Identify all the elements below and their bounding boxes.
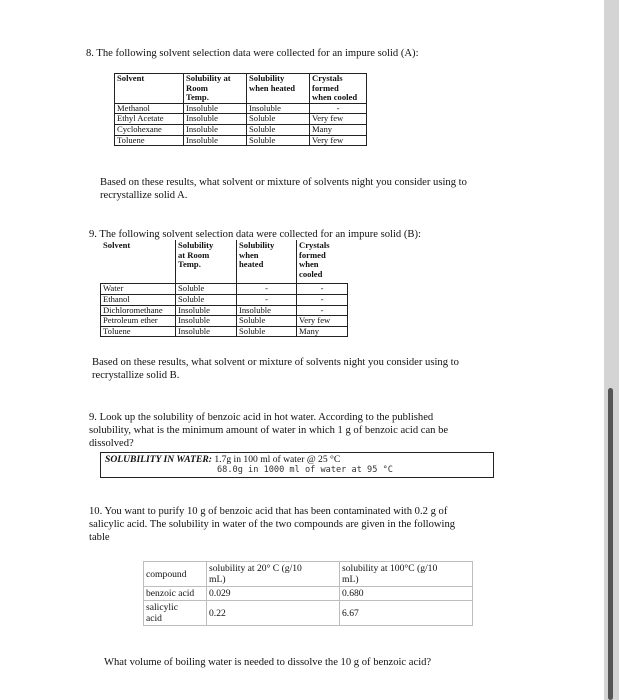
q8-header-solvent: Solvent: [115, 74, 184, 104]
q8-header-room: Solubility at Room Temp.: [184, 74, 247, 104]
table-row: Ethyl Acetate Insoluble Soluble Very few: [115, 114, 367, 125]
q9b-line1: 9. Look up the solubility of benzoic acid in hot water. According to the published: [89, 412, 434, 423]
q8-header-heated: Solubility when heated: [247, 74, 310, 104]
table-row: salicylic acid 0.22 6.67: [144, 601, 473, 626]
q9b-answer-line2: 68.0g in 1000 ml of water at 95 °C: [217, 465, 393, 475]
q10-line2: salicylic acid. The solubility in water of the two compounds are given in the following: [89, 519, 456, 530]
q9a-header-room: Solubility at Room Temp.: [176, 241, 237, 284]
table-row: Dichloromethane Insoluble Insoluble -: [101, 305, 348, 316]
q9a-table-header-row: [101, 241, 348, 284]
q9a-followup-line1: Based on these results, what solvent or mixture of solvents night you consider using to: [92, 357, 459, 368]
q9b-answer-line1: SOLUBILITY IN WATER: 1.7g in 100 ml of water @ 25 °C: [105, 454, 341, 465]
q9a-header-solvent: Solvent: [101, 241, 176, 284]
table-row: Petroleum ether Insoluble Soluble Very few: [101, 316, 348, 327]
q10-header-compound: compound: [144, 562, 207, 587]
q10-header-hot: solubility at 100°C (g/10 mL): [340, 562, 473, 587]
q8-table: [114, 73, 367, 146]
q8-prompt: 8. The following solvent selection data were collected for an impure solid (A):: [86, 48, 419, 59]
q9b-line2: solubility, what is the minimum amount of water in which 1 g of benzoic acid can be: [89, 425, 449, 436]
table-row: Ethanol Soluble - -: [101, 294, 348, 305]
q10-line1: 10. You want to purify 10 g of benzoic acid that has been contaminated with 0.2 g of: [89, 506, 448, 517]
q9a-followup-line2: recrystallize solid B.: [92, 370, 180, 381]
table-row: Cyclohexane Insoluble Soluble Many: [115, 124, 367, 135]
q9a-prompt: 9. The following solvent selection data were collected for an impure solid (B):: [89, 229, 421, 240]
q10-header-cold: solubility at 20° C (g/10 mL): [207, 562, 340, 587]
table-row: Methanol Insoluble Insoluble -: [115, 103, 367, 114]
q9b-line3: dissolved?: [89, 438, 134, 449]
q8-followup-line1: Based on these results, what solvent or mixture of solvents night you consider using to: [100, 177, 467, 188]
q9a-table: [100, 240, 348, 337]
table-row: Toluene Insoluble Soluble Many: [101, 326, 348, 337]
q9b-answer-box[interactable]: [100, 452, 494, 478]
table-row: benzoic acid 0.029 0.680: [144, 587, 473, 601]
table-row: Water Soluble - -: [101, 284, 348, 295]
q10-table-header-row: [144, 562, 473, 587]
q10-final-question: What volume of boiling water is needed to dissolve the 10 g of benzoic acid?: [104, 657, 432, 668]
q9a-header-heated: Solubility when heated: [237, 241, 297, 284]
q10-table: [143, 561, 473, 626]
q8-header-cooled: Crystals formed when cooled: [310, 74, 367, 104]
vertical-scrollbar[interactable]: [604, 0, 619, 700]
scrollbar-thumb[interactable]: [608, 388, 613, 700]
q8-followup-line2: recrystallize solid A.: [100, 190, 188, 201]
table-row: Toluene Insoluble Soluble Very few: [115, 135, 367, 146]
q9a-header-cooled: Crystals formed when cooled: [297, 241, 348, 284]
q10-line3: table: [89, 532, 110, 543]
q8-table-header-row: [115, 74, 367, 104]
